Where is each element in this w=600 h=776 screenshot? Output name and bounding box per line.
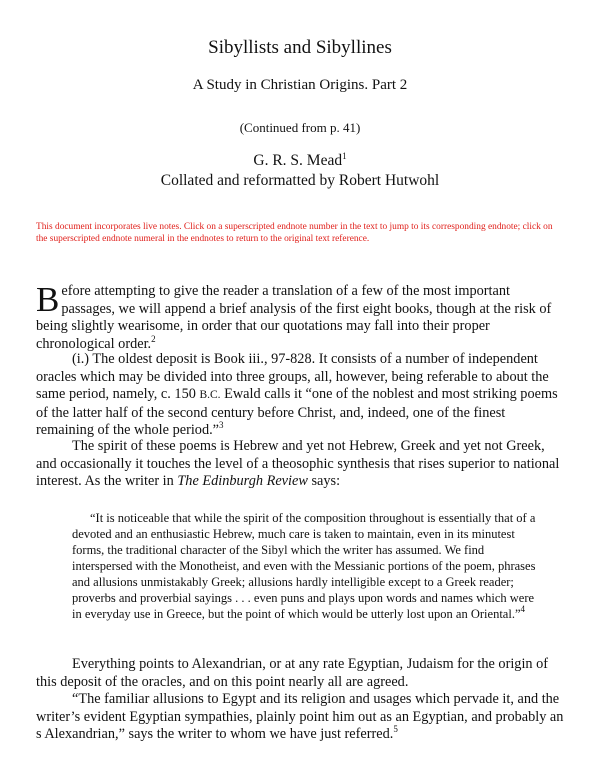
paragraph-alexandrian: Everything points to Alexandrian, or at any rate Egyptian, Judaism for the origin of this deposit of the oracles, and on this point nearly all are agreed. (36, 656, 549, 690)
author-name: G. R. S. Mead (253, 152, 343, 169)
block-quote-text: “It is noticeable that while the spirit of the composition throughout is essentially that of a devoted and an enthusiastic Hebrew, much care is taken to maintain, even in its minutest forms, the traditional character of the Sibyl which the writer has assumed. We find interspersed with the Monotheist, and even with the Messianic portions of the poem, phrases and allusions unmistakably Greek; allusions hardly intelligible except to a Greek reader; proverbs and proverbial sayings . . . even puns and plays upon words and names which were in everyday use in Greece, but the point of which would be utterly lost upon an Oriental.” (72, 511, 536, 621)
paragraph-egypt-text: “The familiar allusions to Egypt and its religion and usages which pervade it, and the writer’s evident Egyptian sympathies, plainly point him out as an Egyptian, and probably an s Alexandrian,” says the writer to whom we have just referred. (36, 691, 564, 742)
paragraph-spirit-text-b: says: (307, 473, 341, 489)
paragraph-oldest-deposit (36, 351, 564, 440)
collator-line: Collated and reformatted by Robert Hutwohl (160, 172, 440, 189)
endnote-link-2[interactable]: 2 (151, 333, 156, 344)
paragraph-intro-text: efore attempting to give the reader a translation of a few of the most important passages, we will append a brief analysis of the first eight books, though at the risk of being slightly wearisome, in order that our quotations may fall into their proper chronological order. (36, 283, 552, 352)
endnote-link-5[interactable]: 5 (393, 724, 398, 734)
drop-cap: B (36, 280, 60, 319)
endnote-link-3[interactable]: 3 (219, 420, 224, 430)
paragraph-oldest-deposit-text-b: Ewald calls it “one of the noblest and most striking poems of the latter half of the second century before Christ, and, indeed, one of the finest remaining of the whole period.” (36, 386, 558, 438)
era-abbrev: B.C. (199, 389, 221, 401)
paragraph-intro (36, 280, 564, 353)
block-quote (72, 510, 542, 622)
paragraph-spirit-text-a: The spirit of these poems is Hebrew and yet not Hebrew, Greek and yet not Greek, and occasionally it touches the level of a theosophic synthesis that rises superior to national interest. As the writer in (36, 438, 560, 489)
source-title: The Edinburgh Review (177, 473, 308, 489)
live-notes-notice: This document incorporates live notes. Click on a superscripted endnote number in the text to jump to its corresponding endnote; click on the superscripted endnote numeral in the endnotes to return to the original text reference. (36, 222, 553, 244)
paragraph-spirit (36, 438, 564, 491)
paragraph-egypt (36, 691, 564, 744)
paragraph-oldest-deposit-text-a: (i.) The oldest deposit is Book iii., 97-828. It consists of a number of independent oracles which may be divided into three groups, all, however, being referable to about the same period, namely, c. 150 (36, 351, 549, 402)
document-title: Sibyllists and Sibyllines (208, 37, 392, 58)
endnote-link-1[interactable]: 1 (342, 151, 347, 161)
document-subtitle: A Study in Christian Origins. Part 2 (192, 77, 408, 93)
endnote-link-4[interactable]: 4 (520, 604, 525, 614)
continued-note: (Continued from p. 41) (239, 120, 361, 135)
author-line (0, 152, 600, 170)
